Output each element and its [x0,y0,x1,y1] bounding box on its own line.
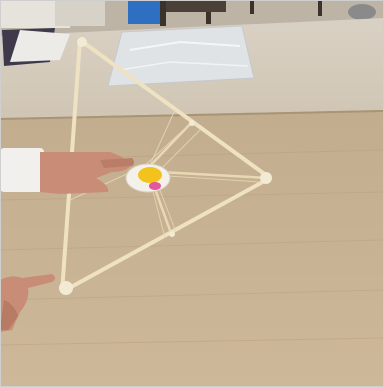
floor-object [348,4,376,20]
yellow-item [138,167,162,183]
chair-seat [166,0,226,12]
chair-leg [318,0,322,16]
cabinet-shelf [55,0,105,26]
joint [260,172,272,184]
chair-leg [160,0,166,26]
paper-sheet [10,30,70,62]
joint [77,37,87,47]
window-blue [128,0,160,24]
chair-leg [250,0,254,14]
joint [59,281,73,295]
joint [169,231,175,237]
sleeve [0,148,44,192]
pink-item [149,182,161,190]
joint [189,120,195,126]
